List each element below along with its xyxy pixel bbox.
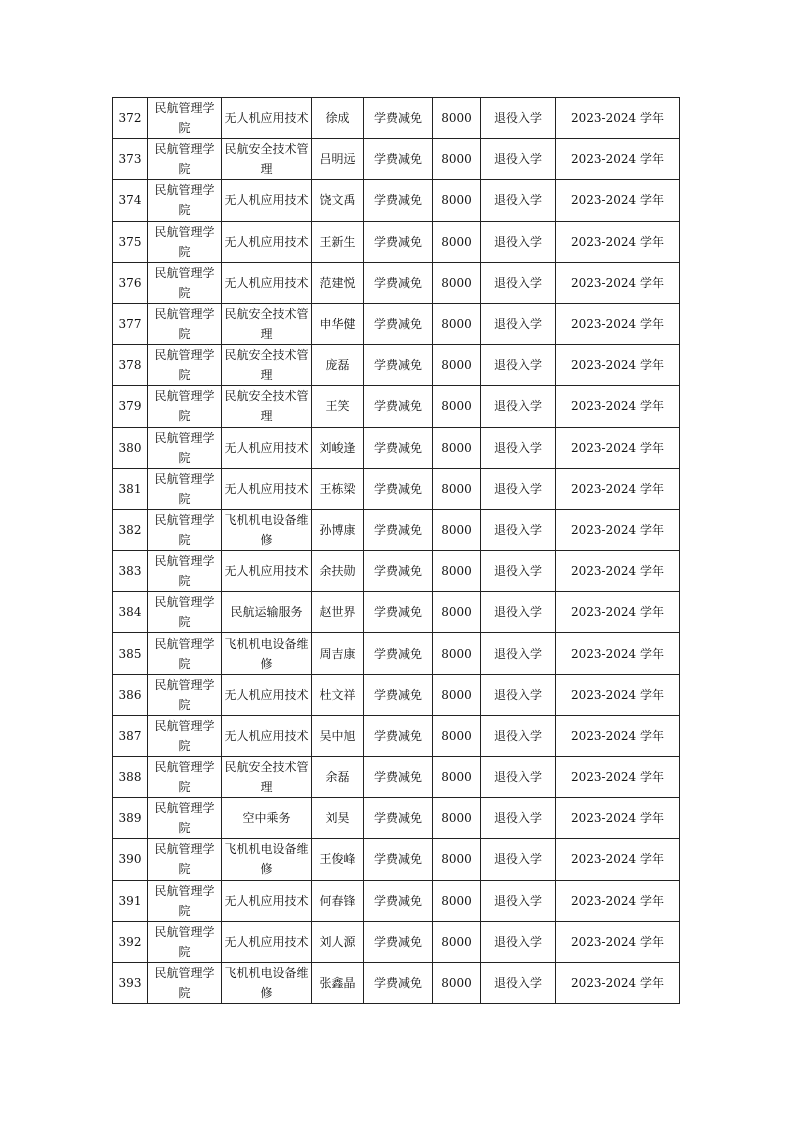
table-row — [113, 839, 680, 880]
college-cell: 民航管理学院 — [148, 551, 222, 592]
student-name-cell: 孙博康 — [312, 509, 364, 550]
reason-cell: 退役入学 — [481, 180, 556, 221]
major-cell: 民航安全技术管理 — [222, 386, 312, 427]
student-name-cell: 饶文禹 — [312, 180, 364, 221]
table-row — [113, 633, 680, 674]
major-cell: 飞机机电设备维修 — [222, 509, 312, 550]
student-name-cell: 赵世界 — [312, 592, 364, 633]
row-number-cell: 389 — [113, 798, 148, 839]
reason-cell: 退役入学 — [481, 674, 556, 715]
major-cell: 民航安全技术管理 — [222, 139, 312, 180]
academic-year-cell: 2023-2024 学年 — [556, 921, 680, 962]
college-cell: 民航管理学院 — [148, 303, 222, 344]
amount-cell: 8000 — [433, 345, 481, 386]
row-number-cell: 372 — [113, 98, 148, 139]
table-row — [113, 345, 680, 386]
reason-cell: 退役入学 — [481, 880, 556, 921]
table-row — [113, 303, 680, 344]
reason-cell: 退役入学 — [481, 221, 556, 262]
academic-year-cell: 2023-2024 学年 — [556, 509, 680, 550]
reason-cell: 退役入学 — [481, 798, 556, 839]
academic-year-cell: 2023-2024 学年 — [556, 962, 680, 1003]
college-cell: 民航管理学院 — [148, 180, 222, 221]
amount-cell: 8000 — [433, 98, 481, 139]
row-number-cell: 374 — [113, 180, 148, 221]
row-number-cell: 384 — [113, 592, 148, 633]
row-number-cell: 380 — [113, 427, 148, 468]
aid-type-cell: 学费减免 — [364, 139, 433, 180]
academic-year-cell: 2023-2024 学年 — [556, 798, 680, 839]
amount-cell: 8000 — [433, 139, 481, 180]
aid-type-cell: 学费减免 — [364, 715, 433, 756]
academic-year-cell: 2023-2024 学年 — [556, 139, 680, 180]
major-cell: 无人机应用技术 — [222, 98, 312, 139]
aid-type-cell: 学费减免 — [364, 962, 433, 1003]
reason-cell: 退役入学 — [481, 139, 556, 180]
table-row — [113, 921, 680, 962]
academic-year-cell: 2023-2024 学年 — [556, 427, 680, 468]
academic-year-cell: 2023-2024 学年 — [556, 98, 680, 139]
college-cell: 民航管理学院 — [148, 98, 222, 139]
reason-cell: 退役入学 — [481, 592, 556, 633]
table-row — [113, 98, 680, 139]
major-cell: 无人机应用技术 — [222, 880, 312, 921]
academic-year-cell: 2023-2024 学年 — [556, 262, 680, 303]
table-row — [113, 509, 680, 550]
student-name-cell: 张鑫晶 — [312, 962, 364, 1003]
row-number-cell: 378 — [113, 345, 148, 386]
table-body — [113, 98, 680, 1004]
amount-cell: 8000 — [433, 262, 481, 303]
row-number-cell: 373 — [113, 139, 148, 180]
academic-year-cell: 2023-2024 学年 — [556, 839, 680, 880]
academic-year-cell: 2023-2024 学年 — [556, 633, 680, 674]
aid-type-cell: 学费减免 — [364, 839, 433, 880]
reason-cell: 退役入学 — [481, 551, 556, 592]
academic-year-cell: 2023-2024 学年 — [556, 592, 680, 633]
reason-cell: 退役入学 — [481, 303, 556, 344]
reason-cell: 退役入学 — [481, 962, 556, 1003]
table-row — [113, 551, 680, 592]
amount-cell: 8000 — [433, 757, 481, 798]
aid-type-cell: 学费减免 — [364, 386, 433, 427]
amount-cell: 8000 — [433, 633, 481, 674]
major-cell: 飞机机电设备维修 — [222, 962, 312, 1003]
table-row — [113, 757, 680, 798]
reason-cell: 退役入学 — [481, 98, 556, 139]
student-name-cell: 申华健 — [312, 303, 364, 344]
aid-type-cell: 学费减免 — [364, 303, 433, 344]
aid-type-cell: 学费减免 — [364, 798, 433, 839]
student-name-cell: 刘峻逢 — [312, 427, 364, 468]
academic-year-cell: 2023-2024 学年 — [556, 757, 680, 798]
amount-cell: 8000 — [433, 592, 481, 633]
student-name-cell: 庞磊 — [312, 345, 364, 386]
academic-year-cell: 2023-2024 学年 — [556, 715, 680, 756]
college-cell: 民航管理学院 — [148, 386, 222, 427]
college-cell: 民航管理学院 — [148, 345, 222, 386]
major-cell: 空中乘务 — [222, 798, 312, 839]
amount-cell: 8000 — [433, 880, 481, 921]
college-cell: 民航管理学院 — [148, 139, 222, 180]
academic-year-cell: 2023-2024 学年 — [556, 221, 680, 262]
academic-year-cell: 2023-2024 学年 — [556, 551, 680, 592]
college-cell: 民航管理学院 — [148, 798, 222, 839]
aid-type-cell: 学费减免 — [364, 468, 433, 509]
reason-cell: 退役入学 — [481, 386, 556, 427]
reason-cell: 退役入学 — [481, 633, 556, 674]
amount-cell: 8000 — [433, 221, 481, 262]
table-row — [113, 221, 680, 262]
major-cell: 无人机应用技术 — [222, 551, 312, 592]
aid-type-cell: 学费减免 — [364, 757, 433, 798]
amount-cell: 8000 — [433, 427, 481, 468]
row-number-cell: 385 — [113, 633, 148, 674]
major-cell: 民航运输服务 — [222, 592, 312, 633]
table-row — [113, 427, 680, 468]
amount-cell: 8000 — [433, 180, 481, 221]
data-table — [112, 97, 680, 1004]
academic-year-cell: 2023-2024 学年 — [556, 386, 680, 427]
college-cell: 民航管理学院 — [148, 921, 222, 962]
table-row — [113, 962, 680, 1003]
aid-type-cell: 学费减免 — [364, 345, 433, 386]
row-number-cell: 386 — [113, 674, 148, 715]
row-number-cell: 387 — [113, 715, 148, 756]
row-number-cell: 377 — [113, 303, 148, 344]
college-cell: 民航管理学院 — [148, 468, 222, 509]
major-cell: 民航安全技术管理 — [222, 345, 312, 386]
college-cell: 民航管理学院 — [148, 757, 222, 798]
major-cell: 无人机应用技术 — [222, 674, 312, 715]
aid-type-cell: 学费减免 — [364, 509, 433, 550]
amount-cell: 8000 — [433, 715, 481, 756]
table-row — [113, 715, 680, 756]
reason-cell: 退役入学 — [481, 427, 556, 468]
reason-cell: 退役入学 — [481, 839, 556, 880]
aid-type-cell: 学费减免 — [364, 921, 433, 962]
row-number-cell: 390 — [113, 839, 148, 880]
college-cell: 民航管理学院 — [148, 262, 222, 303]
academic-year-cell: 2023-2024 学年 — [556, 303, 680, 344]
student-name-cell: 何春锋 — [312, 880, 364, 921]
amount-cell: 8000 — [433, 921, 481, 962]
college-cell: 民航管理学院 — [148, 715, 222, 756]
student-name-cell: 吴中旭 — [312, 715, 364, 756]
student-name-cell: 王笑 — [312, 386, 364, 427]
student-name-cell: 刘人源 — [312, 921, 364, 962]
student-name-cell: 王栋梁 — [312, 468, 364, 509]
table-row — [113, 468, 680, 509]
reason-cell: 退役入学 — [481, 921, 556, 962]
reason-cell: 退役入学 — [481, 345, 556, 386]
row-number-cell: 382 — [113, 509, 148, 550]
academic-year-cell: 2023-2024 学年 — [556, 345, 680, 386]
amount-cell: 8000 — [433, 962, 481, 1003]
student-name-cell: 徐成 — [312, 98, 364, 139]
aid-type-cell: 学费减免 — [364, 262, 433, 303]
table-row — [113, 880, 680, 921]
academic-year-cell: 2023-2024 学年 — [556, 468, 680, 509]
aid-type-cell: 学费减免 — [364, 551, 433, 592]
amount-cell: 8000 — [433, 303, 481, 344]
amount-cell: 8000 — [433, 386, 481, 427]
amount-cell: 8000 — [433, 509, 481, 550]
table-row — [113, 139, 680, 180]
college-cell: 民航管理学院 — [148, 962, 222, 1003]
aid-type-cell: 学费减免 — [364, 633, 433, 674]
table-row — [113, 180, 680, 221]
major-cell: 无人机应用技术 — [222, 221, 312, 262]
row-number-cell: 379 — [113, 386, 148, 427]
major-cell: 民航安全技术管理 — [222, 303, 312, 344]
amount-cell: 8000 — [433, 798, 481, 839]
aid-type-cell: 学费减免 — [364, 180, 433, 221]
row-number-cell: 388 — [113, 757, 148, 798]
student-name-cell: 王新生 — [312, 221, 364, 262]
student-name-cell: 杜文祥 — [312, 674, 364, 715]
major-cell: 民航安全技术管理 — [222, 757, 312, 798]
major-cell: 无人机应用技术 — [222, 715, 312, 756]
row-number-cell: 393 — [113, 962, 148, 1003]
major-cell: 无人机应用技术 — [222, 427, 312, 468]
academic-year-cell: 2023-2024 学年 — [556, 674, 680, 715]
row-number-cell: 375 — [113, 221, 148, 262]
major-cell: 飞机机电设备维修 — [222, 633, 312, 674]
aid-type-cell: 学费减免 — [364, 98, 433, 139]
row-number-cell: 391 — [113, 880, 148, 921]
aid-type-cell: 学费减免 — [364, 221, 433, 262]
major-cell: 无人机应用技术 — [222, 468, 312, 509]
row-number-cell: 383 — [113, 551, 148, 592]
major-cell: 无人机应用技术 — [222, 921, 312, 962]
college-cell: 民航管理学院 — [148, 427, 222, 468]
amount-cell: 8000 — [433, 551, 481, 592]
reason-cell: 退役入学 — [481, 757, 556, 798]
student-name-cell: 范建悦 — [312, 262, 364, 303]
major-cell: 无人机应用技术 — [222, 180, 312, 221]
aid-type-cell: 学费减免 — [364, 592, 433, 633]
aid-type-cell: 学费减免 — [364, 674, 433, 715]
college-cell: 民航管理学院 — [148, 509, 222, 550]
reason-cell: 退役入学 — [481, 509, 556, 550]
amount-cell: 8000 — [433, 839, 481, 880]
row-number-cell: 376 — [113, 262, 148, 303]
amount-cell: 8000 — [433, 674, 481, 715]
row-number-cell: 392 — [113, 921, 148, 962]
amount-cell: 8000 — [433, 468, 481, 509]
table-row — [113, 674, 680, 715]
reason-cell: 退役入学 — [481, 715, 556, 756]
student-name-cell: 余磊 — [312, 757, 364, 798]
college-cell: 民航管理学院 — [148, 592, 222, 633]
student-name-cell: 余扶勋 — [312, 551, 364, 592]
table-row — [113, 798, 680, 839]
row-number-cell: 381 — [113, 468, 148, 509]
student-name-cell: 王俊峰 — [312, 839, 364, 880]
major-cell: 无人机应用技术 — [222, 262, 312, 303]
college-cell: 民航管理学院 — [148, 839, 222, 880]
college-cell: 民航管理学院 — [148, 674, 222, 715]
college-cell: 民航管理学院 — [148, 633, 222, 674]
table-row — [113, 262, 680, 303]
college-cell: 民航管理学院 — [148, 221, 222, 262]
student-name-cell: 周吉康 — [312, 633, 364, 674]
table-row — [113, 386, 680, 427]
student-name-cell: 吕明远 — [312, 139, 364, 180]
table-row — [113, 592, 680, 633]
reason-cell: 退役入学 — [481, 262, 556, 303]
reason-cell: 退役入学 — [481, 468, 556, 509]
aid-type-cell: 学费减免 — [364, 880, 433, 921]
academic-year-cell: 2023-2024 学年 — [556, 180, 680, 221]
major-cell: 飞机机电设备维修 — [222, 839, 312, 880]
aid-type-cell: 学费减免 — [364, 427, 433, 468]
academic-year-cell: 2023-2024 学年 — [556, 880, 680, 921]
student-name-cell: 刘昊 — [312, 798, 364, 839]
college-cell: 民航管理学院 — [148, 880, 222, 921]
